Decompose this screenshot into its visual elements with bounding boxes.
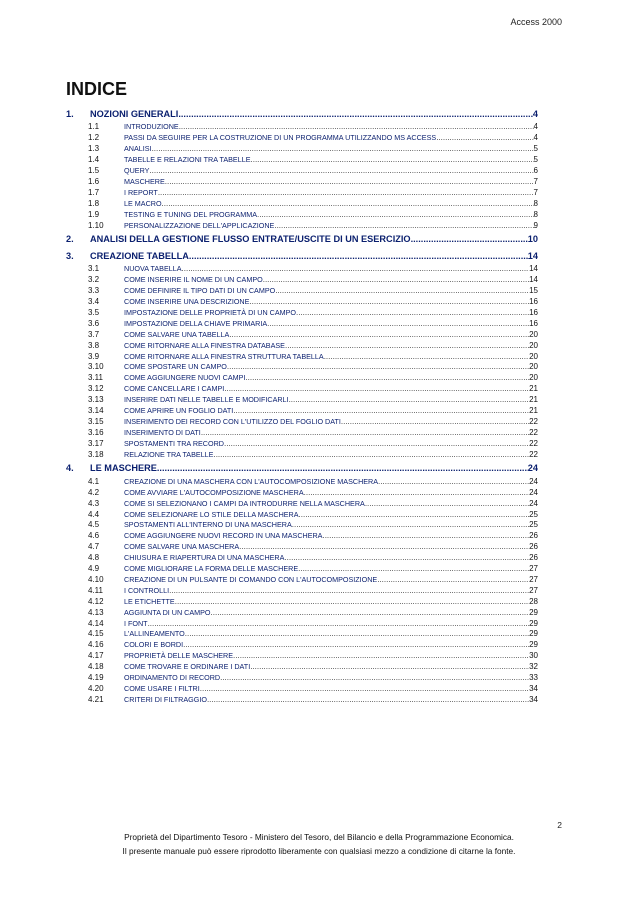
toc-entry-number: 4.11 xyxy=(88,585,103,595)
toc-entry-number: 4.14 xyxy=(88,618,104,628)
toc-entry-title: CREAZIONE DI UN PULSANTE DI COMANDO CON L'AUTOCOMPOSIZIONE xyxy=(124,574,378,584)
toc-section-entry[interactable] xyxy=(66,651,538,662)
toc-entry-page: 20 xyxy=(529,329,538,339)
toc-dot-leader xyxy=(251,155,534,166)
toc-entry-number: 3.1 xyxy=(88,264,100,274)
toc-entry-page: 16 xyxy=(529,318,538,328)
toc-section-entry[interactable] xyxy=(66,619,538,630)
toc-entry-page: 14 xyxy=(529,264,538,274)
toc-section-entry[interactable] xyxy=(66,684,538,695)
toc-entry-page: 27 xyxy=(529,585,538,595)
toc-entry-title: NOZIONI GENERALI xyxy=(90,109,179,119)
toc-section-entry[interactable] xyxy=(66,450,538,461)
toc-entry-page: 10 xyxy=(527,234,538,245)
toc-entry-number: 1. xyxy=(66,109,74,119)
toc-entry-page: 14 xyxy=(527,250,538,261)
toc-section-entry[interactable] xyxy=(66,417,538,428)
toc-section-entry[interactable] xyxy=(66,286,538,297)
toc-entry-page: 25 xyxy=(529,509,538,519)
toc-entry-title: COME SI SELEZIONANO I CAMPI DA INTRODURRE NELLA MASCHERA xyxy=(124,498,365,508)
toc-entry-number: 3.17 xyxy=(88,438,104,448)
toc-section-entry[interactable] xyxy=(66,575,538,586)
toc-dot-leader xyxy=(324,352,529,363)
toc-entry-title: CHIUSURA E RIAPERTURA DI UNA MASCHERA xyxy=(124,553,285,563)
toc-dot-leader xyxy=(233,651,529,662)
toc-entry-number: 4.20 xyxy=(88,683,104,693)
toc-section-entry[interactable] xyxy=(66,297,538,308)
toc-entry-number: 3.7 xyxy=(88,329,100,339)
toc-entry-number: 4.4 xyxy=(88,509,100,519)
toc-entry-number: 4.2 xyxy=(88,487,100,497)
toc-entry-title: I FONT xyxy=(124,618,148,628)
toc-dot-leader xyxy=(322,531,529,542)
toc-dot-leader xyxy=(378,477,529,488)
toc-entry-number: 1.4 xyxy=(88,155,100,165)
toc-entry-page: 22 xyxy=(529,449,538,459)
toc-section-entry[interactable] xyxy=(66,155,538,166)
toc-entry-number: 1.3 xyxy=(88,144,100,154)
toc-section-entry[interactable] xyxy=(66,564,538,575)
toc-section-entry[interactable] xyxy=(66,177,538,188)
toc-entry-page: 29 xyxy=(529,607,538,617)
toc-entry-title: COME INSERIRE IL NOME DI UN CAMPO xyxy=(124,275,263,285)
toc-entry-number: 4.19 xyxy=(88,672,104,682)
toc-entry-number: 4.8 xyxy=(88,553,100,563)
toc-dot-leader xyxy=(245,373,529,384)
toc-dot-leader xyxy=(148,619,530,630)
toc-section-entry[interactable] xyxy=(66,406,538,417)
toc-entry-page: 16 xyxy=(529,297,538,307)
toc-entry-number: 3.15 xyxy=(88,416,104,426)
toc-dot-leader xyxy=(292,521,529,532)
toc-section-entry[interactable] xyxy=(66,210,538,221)
toc-entry-number: 3.5 xyxy=(88,307,100,317)
toc-dot-leader xyxy=(149,166,533,177)
toc-section-entry[interactable] xyxy=(66,384,538,395)
toc-section-entry[interactable] xyxy=(66,662,538,673)
toc-entry-number: 1.8 xyxy=(88,198,100,208)
toc-entry-page: 4 xyxy=(533,122,538,132)
toc-section-entry[interactable] xyxy=(66,188,538,199)
toc-section-entry[interactable] xyxy=(66,199,538,210)
toc-entry-number: 1.5 xyxy=(88,166,100,176)
toc-entry-page: 34 xyxy=(529,694,538,704)
toc-entry-page: 4 xyxy=(533,133,538,143)
toc-dot-leader xyxy=(183,640,529,651)
toc-entry-page: 26 xyxy=(529,553,538,563)
toc-entry-title: COME CANCELLARE I CAMPI xyxy=(124,384,225,394)
toc-dot-leader xyxy=(377,575,529,586)
toc-entry-page: 22 xyxy=(529,427,538,437)
toc-section-entry[interactable] xyxy=(66,597,538,608)
toc-entry-title: CREAZIONE TABELLA xyxy=(90,250,189,261)
toc-dot-leader xyxy=(263,275,529,286)
toc-section-entry[interactable] xyxy=(66,373,538,384)
toc-entry-page: 32 xyxy=(529,662,538,672)
toc-entry-title: PROPRIETÀ DELLE MASCHERE xyxy=(124,651,234,661)
toc-entry-page: 6 xyxy=(533,166,538,176)
toc-entry-number: 1.1 xyxy=(88,122,100,132)
toc-entry-number: 1.10 xyxy=(88,220,104,230)
toc-entry-number: 4.15 xyxy=(88,629,104,639)
toc-dot-leader xyxy=(436,133,533,144)
toc-entry-page: 4 xyxy=(532,109,538,119)
toc-dot-leader xyxy=(201,428,529,439)
toc-entry-title: AGGIUNTA DI UN CAMPO xyxy=(124,607,211,617)
toc-entry-page: 20 xyxy=(529,340,538,350)
toc-entry-number: 4.17 xyxy=(88,651,104,661)
toc-dot-leader xyxy=(175,597,529,608)
toc-entry-number: 3.13 xyxy=(88,395,104,405)
toc-entry-title: NUOVA TABELLA xyxy=(124,264,182,274)
toc-entry-number: 1.7 xyxy=(88,187,100,197)
toc-entry-page: 34 xyxy=(529,683,538,693)
toc-entry-number: 3.2 xyxy=(88,275,100,285)
toc-section-entry[interactable] xyxy=(66,133,538,144)
toc-entry-page: 20 xyxy=(529,362,538,372)
toc-entry-number: 4.10 xyxy=(88,574,104,584)
toc-entry-page: 21 xyxy=(529,405,538,415)
toc-dot-leader xyxy=(157,460,528,477)
toc-section-entry[interactable] xyxy=(66,308,538,319)
toc-entry-title: COME SALVARE UNA TABELLA xyxy=(124,329,230,339)
toc-section-entry[interactable] xyxy=(66,608,538,619)
toc-entry-page: 24 xyxy=(529,476,538,486)
toc-entry-page: 26 xyxy=(529,531,538,541)
toc-entry-title: I REPORT xyxy=(124,187,158,197)
toc-entry-title: COME RITORNARE ALLA FINESTRA STRUTTURA TABELLA xyxy=(124,351,324,361)
toc-dot-leader xyxy=(257,210,534,221)
toc-entry-page: 15 xyxy=(529,286,538,296)
toc-dot-leader xyxy=(229,330,529,341)
toc-section-entry[interactable] xyxy=(66,521,538,532)
toc-entry-title: COME SALVARE UNA MASCHERA xyxy=(124,542,240,552)
toc-section-entry[interactable] xyxy=(66,144,538,155)
toc-entry-number: 4.12 xyxy=(88,596,104,606)
toc-entry-number: 3.9 xyxy=(88,351,100,361)
toc-entry-title: COME SPOSTARE UN CAMPO xyxy=(124,362,227,372)
toc-entry-title: COME USARE I FILTRI xyxy=(124,683,200,693)
toc-entry-number: 4.21 xyxy=(88,694,104,704)
toc-chapter-entry[interactable] xyxy=(66,231,538,248)
toc-dot-leader xyxy=(211,608,530,619)
toc-entry-number: 1.2 xyxy=(88,133,100,143)
toc-entry-number: 2. xyxy=(66,234,74,245)
toc-dot-leader xyxy=(365,499,529,510)
toc-section-entry[interactable] xyxy=(66,362,538,373)
toc-entry-title: COME RITORNARE ALLA FINESTRA DATABASE xyxy=(124,340,285,350)
toc-entry-title: TABELLE E RELAZIONI TRA TABELLE xyxy=(124,155,251,165)
toc-entry-title: ANALISI DELLA GESTIONE FLUSSO ENTRATE/USCITE DI UN ESERCIZIO xyxy=(90,234,411,245)
toc-section-entry[interactable] xyxy=(66,629,538,640)
toc-entry-title: COME MIGLIORARE LA FORMA DELLE MASCHERE xyxy=(124,564,299,574)
toc-dot-leader xyxy=(289,395,530,406)
toc-entry-number: 4.18 xyxy=(88,662,104,672)
toc-dot-leader xyxy=(158,188,534,199)
toc-entry-page: 5 xyxy=(533,155,538,165)
toc-entry-title: LE ETICHETTE xyxy=(124,596,175,606)
toc-entry-number: 3.3 xyxy=(88,286,100,296)
toc-entry-title: SPOSTAMENTI ALL'INTERNO DI UNA MASCHERA xyxy=(124,520,292,530)
toc-dot-leader xyxy=(233,406,529,417)
toc-entry-title: COME AVVIARE L'AUTOCOMPOSIZIONE MASCHERA xyxy=(124,487,304,497)
toc-entry-title: ANALISI xyxy=(124,144,152,154)
toc-chapter-entry[interactable] xyxy=(66,248,538,265)
toc-section-entry[interactable] xyxy=(66,352,538,363)
toc-chapter-entry[interactable] xyxy=(66,460,538,477)
toc-dot-leader xyxy=(298,564,529,575)
toc-section-entry[interactable] xyxy=(66,341,538,352)
toc-section-entry[interactable] xyxy=(66,221,538,232)
toc-entry-page: 29 xyxy=(529,640,538,650)
toc-entry-title: INSERIRE DATI NELLE TABELLE E MODIFICARLI xyxy=(124,395,289,405)
toc-entry-title: PERSONALIZZAZIONE DELL'APPLICAZIONE xyxy=(124,220,275,230)
toc-section-entry[interactable] xyxy=(66,319,538,330)
toc-entry-page: 26 xyxy=(529,542,538,552)
toc-entry-title: SPOSTAMENTI TRA RECORD xyxy=(124,438,224,448)
toc-section-entry[interactable] xyxy=(66,123,538,134)
toc-entry-number: 4.3 xyxy=(88,498,100,508)
footer-line-1: Proprietà del Dipartimento Tesoro - Ministero del Tesoro, del Bilancio e della Programmazione Economica. xyxy=(124,832,514,842)
toc-section-entry[interactable] xyxy=(66,531,538,542)
toc-entry-page: 16 xyxy=(529,307,538,317)
toc-section-entry[interactable] xyxy=(66,330,538,341)
toc-entry-page: 27 xyxy=(529,574,538,584)
toc-section-entry[interactable] xyxy=(66,673,538,684)
toc-entry-page: 8 xyxy=(533,209,538,219)
toc-entry-page: 30 xyxy=(529,651,538,661)
toc-entry-page: 7 xyxy=(533,176,538,186)
table-of-contents xyxy=(66,106,538,706)
toc-entry-number: 3.14 xyxy=(88,405,104,415)
toc-dot-leader xyxy=(179,123,534,134)
toc-dot-leader xyxy=(189,248,528,265)
toc-entry-page: 28 xyxy=(529,596,538,606)
toc-entry-title: COME TROVARE E ORDINARE I DATI xyxy=(124,662,251,672)
toc-entry-title: INTRODUZIONE xyxy=(124,122,179,132)
toc-dot-leader xyxy=(275,286,529,297)
toc-section-entry[interactable] xyxy=(66,166,538,177)
toc-dot-leader xyxy=(169,586,529,597)
toc-entry-number: 4.6 xyxy=(88,531,100,541)
toc-dot-leader xyxy=(249,297,529,308)
toc-entry-number: 3.16 xyxy=(88,427,104,437)
toc-entry-page: 24 xyxy=(527,463,538,474)
toc-dot-leader xyxy=(207,695,529,706)
toc-entry-page: 24 xyxy=(529,498,538,508)
toc-dot-leader xyxy=(162,199,534,210)
toc-dot-leader xyxy=(224,384,529,395)
toc-entry-title: ORDINAMENTO DI RECORD xyxy=(124,672,221,682)
toc-entry-title: RELAZIONE TRA TABELLE xyxy=(124,449,214,459)
toc-dot-leader xyxy=(165,177,534,188)
toc-dot-leader xyxy=(182,264,530,275)
toc-entry-page: 5 xyxy=(533,144,538,154)
toc-section-entry[interactable] xyxy=(66,510,538,521)
toc-section-entry[interactable] xyxy=(66,264,538,275)
toc-section-entry[interactable] xyxy=(66,695,538,706)
toc-entry-title: COME AGGIUNGERE NUOVI RECORD IN UNA MASCHERA xyxy=(124,531,323,541)
toc-entry-title: QUERY xyxy=(124,166,150,176)
toc-entry-number: 3.10 xyxy=(88,362,104,372)
toc-entry-page: 20 xyxy=(529,351,538,361)
toc-entry-title: LE MASCHERE xyxy=(90,463,157,474)
toc-entry-page: 29 xyxy=(529,618,538,628)
toc-entry-number: 4.1 xyxy=(88,476,100,486)
toc-entry-number: 3.12 xyxy=(88,384,104,394)
toc-entry-title: IMPOSTAZIONE DELLE PROPRIETÀ DI UN CAMPO xyxy=(124,307,296,317)
toc-entry-number: 4.13 xyxy=(88,607,104,617)
toc-entry-page: 33 xyxy=(529,672,538,682)
toc-dot-leader xyxy=(304,488,529,499)
toc-entry-number: 3.8 xyxy=(88,340,100,350)
toc-entry-page: 27 xyxy=(529,564,538,574)
toc-entry-title: L'ALLINEAMENTO xyxy=(124,629,185,639)
toc-entry-page: 21 xyxy=(529,384,538,394)
toc-dot-leader xyxy=(227,362,529,373)
toc-entry-page: 14 xyxy=(529,275,538,285)
toc-dot-leader xyxy=(213,450,529,461)
footer-line-2: Il presente manuale può essere riprodotto liberamente con qualsiasi mezzo a condizione di citarne la fonte. xyxy=(122,846,516,856)
toc-dot-leader xyxy=(296,308,529,319)
toc-entry-title: INSERIMENTO DI DATI xyxy=(124,427,201,437)
toc-entry-number: 1.6 xyxy=(88,176,100,186)
toc-entry-number: 3. xyxy=(66,250,74,261)
toc-entry-page: 22 xyxy=(529,438,538,448)
toc-section-entry[interactable] xyxy=(66,553,538,564)
toc-dot-leader xyxy=(274,221,533,232)
toc-entry-number: 3.4 xyxy=(88,297,100,307)
toc-entry-title: TESTING E TUNING DEL PROGRAMMA xyxy=(124,209,257,219)
toc-section-entry[interactable] xyxy=(66,640,538,651)
toc-entry-page: 8 xyxy=(533,198,538,208)
toc-entry-title: COME SELEZIONARE LO STILE DELLA MASCHERA xyxy=(124,509,299,519)
toc-dot-leader xyxy=(224,439,529,450)
toc-section-entry[interactable] xyxy=(66,542,538,553)
toc-dot-leader xyxy=(267,319,529,330)
running-header: Access 2000 xyxy=(510,17,562,27)
toc-entry-page: 20 xyxy=(529,373,538,383)
toc-entry-page: 25 xyxy=(529,520,538,530)
toc-entry-number: 4.16 xyxy=(88,640,104,650)
toc-entry-number: 4.7 xyxy=(88,542,100,552)
toc-chapter-entry[interactable] xyxy=(66,106,538,123)
toc-entry-number: 4. xyxy=(66,463,74,474)
toc-entry-number: 3.11 xyxy=(88,373,103,383)
toc-section-entry[interactable] xyxy=(66,586,538,597)
toc-dot-leader xyxy=(250,662,529,673)
toc-entry-title: LE MACRO xyxy=(124,198,162,208)
toc-entry-page: 22 xyxy=(529,416,538,426)
toc-dot-leader xyxy=(220,673,529,684)
toc-entry-title: MASCHERE xyxy=(124,176,165,186)
toc-section-entry[interactable] xyxy=(66,428,538,439)
toc-entry-page: 7 xyxy=(533,187,538,197)
toc-entry-number: 4.5 xyxy=(88,520,100,530)
toc-entry-title: COME INSERIRE UNA DESCRIZIONE xyxy=(124,297,250,307)
toc-dot-leader xyxy=(341,417,529,428)
toc-section-entry[interactable] xyxy=(66,499,538,510)
toc-dot-leader xyxy=(152,144,534,155)
page-number: 2 xyxy=(557,820,562,830)
toc-entry-page: 21 xyxy=(529,395,538,405)
toc-entry-page: 24 xyxy=(529,487,538,497)
toc-entry-title: IMPOSTAZIONE DELLA CHIAVE PRIMARIA xyxy=(124,318,268,328)
toc-entry-title: COME AGGIUNGERE NUOVI CAMPI xyxy=(124,373,246,383)
toc-entry-number: 4.9 xyxy=(88,564,100,574)
toc-entry-title: COLORI E BORDI xyxy=(124,640,184,650)
toc-section-entry[interactable] xyxy=(66,477,538,488)
toc-entry-page: 9 xyxy=(533,220,538,230)
toc-section-entry[interactable] xyxy=(66,395,538,406)
toc-dot-leader xyxy=(285,341,529,352)
page-title: INDICE xyxy=(66,79,128,99)
toc-entry-title: PASSI DA SEGUIRE PER LA COSTRUZIONE DI UN PROGRAMMA UTILIZZANDO MS ACCESS xyxy=(124,133,437,143)
toc-section-entry[interactable] xyxy=(66,488,538,499)
toc-entry-number: 3.18 xyxy=(88,449,104,459)
toc-dot-leader xyxy=(411,231,528,248)
toc-dot-leader xyxy=(200,684,529,695)
toc-dot-leader xyxy=(185,629,529,640)
toc-dot-leader xyxy=(284,553,529,564)
toc-entry-number: 3.6 xyxy=(88,318,100,328)
toc-entry-number: 1.9 xyxy=(88,209,100,219)
toc-entry-title: COME DEFINIRE IL TIPO DATI DI UN CAMPO xyxy=(124,286,276,296)
toc-entry-title: CREAZIONE DI UNA MASCHERA CON L'AUTOCOMPOSIZIONE MASCHERA xyxy=(124,476,379,486)
toc-dot-leader xyxy=(178,106,533,123)
toc-entry-title: I CONTROLLI xyxy=(124,585,170,595)
toc-section-entry[interactable] xyxy=(66,439,538,450)
toc-entry-title: COME APRIRE UN FOGLIO DATI xyxy=(124,405,234,415)
toc-dot-leader xyxy=(299,510,530,521)
toc-entry-title: INSERIMENTO DEI RECORD CON L'UTILIZZO DEL FOGLIO DATI xyxy=(124,416,341,426)
toc-entry-page: 29 xyxy=(529,629,538,639)
toc-section-entry[interactable] xyxy=(66,275,538,286)
toc-dot-leader xyxy=(239,542,529,553)
toc-entry-title: CRITERI DI FILTRAGGIO xyxy=(124,694,207,704)
